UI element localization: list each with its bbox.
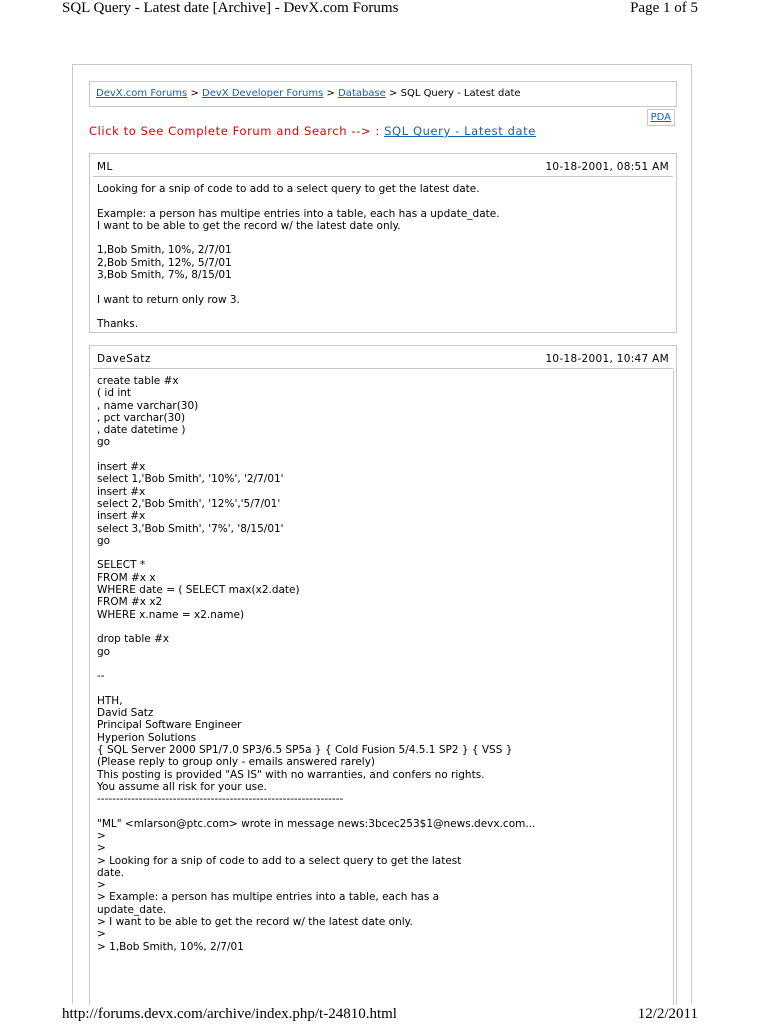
complete-forum-link[interactable]: SQL Query - Latest date bbox=[384, 124, 536, 138]
post-line: select 1,'Bob Smith', '10%', '2/7/01' bbox=[97, 473, 284, 486]
post-line: go bbox=[97, 645, 111, 658]
pda-link[interactable]: PDA bbox=[647, 109, 675, 126]
print-header-page-number: Page 1 of 5 bbox=[630, 0, 698, 16]
complete-forum-text: Click to See Complete Forum and Search --> : bbox=[89, 124, 380, 138]
post-line: Example: a person has multipe entries into a table, each has a update_date. bbox=[97, 207, 500, 220]
forum-post bbox=[89, 153, 677, 333]
post-line: date. bbox=[97, 866, 125, 879]
post-line: Looking for a snip of code to add to a select query to get the latest date. bbox=[97, 183, 480, 195]
post-line: WHERE date = ( SELECT max(x2.date) bbox=[97, 584, 300, 597]
post-line: , name varchar(30) bbox=[97, 399, 199, 412]
post-line: insert #x bbox=[97, 485, 146, 498]
post-line: WHERE x.name = x2.name) bbox=[97, 608, 245, 621]
post-line: ( id int bbox=[97, 387, 132, 400]
post-line: Thanks. bbox=[97, 318, 139, 331]
post-line: select 3,'Bob Smith', '7%', '8/15/01' bbox=[97, 522, 284, 535]
post-line: HTH, bbox=[97, 694, 123, 707]
post-line: , pct varchar(30) bbox=[97, 411, 186, 424]
post-line: > bbox=[97, 842, 106, 855]
post-line: , date datetime ) bbox=[97, 424, 186, 437]
post-line: 2,Bob Smith, 12%, 5/7/01 bbox=[97, 256, 232, 269]
breadcrumb-separator: > bbox=[389, 88, 398, 99]
post-line: insert #x bbox=[97, 510, 146, 523]
print-footer-date: 12/2/2011 bbox=[637, 1006, 698, 1022]
post-line: > bbox=[97, 928, 106, 941]
breadcrumb bbox=[89, 81, 677, 107]
post-line bbox=[97, 682, 676, 694]
forum-archive-page bbox=[72, 64, 692, 1004]
post-author: DaveSatz bbox=[97, 353, 151, 365]
post-line: create table #x bbox=[97, 375, 179, 387]
post-line: FROM #x x2 bbox=[97, 596, 163, 609]
post-line bbox=[97, 547, 676, 559]
post-line: > 1,Bob Smith, 10%, 2/7/01 bbox=[97, 940, 244, 953]
post-author: ML bbox=[97, 161, 113, 173]
breadcrumb-separator: > bbox=[326, 88, 335, 99]
post-line: I want to be able to get the record w/ the latest date only. bbox=[97, 219, 401, 232]
post-line: go bbox=[97, 534, 111, 547]
post-date: 10-18-2001, 10:47 AM bbox=[545, 353, 669, 365]
post-line: SELECT * bbox=[97, 559, 146, 572]
post-line: You assume all risk for your use. bbox=[97, 780, 267, 793]
post-line: > I want to be able to get the record w/ the latest date only. bbox=[97, 916, 413, 929]
post-header bbox=[93, 154, 673, 177]
post-line: update_date. bbox=[97, 903, 167, 916]
post-line: > bbox=[97, 829, 106, 842]
post-line: This posting is provided "AS IS" with no warranties, and confers no rights. bbox=[97, 768, 485, 781]
post-line: 1,Bob Smith, 10%, 2/7/01 bbox=[97, 244, 232, 257]
post-line: 3,Bob Smith, 7%, 8/15/01 bbox=[97, 269, 232, 282]
post-line: David Satz bbox=[97, 707, 154, 720]
post-line: > Looking for a snip of code to add to a select query to get the latest bbox=[97, 854, 462, 867]
breadcrumb-link-devx-forums[interactable]: DevX.com Forums bbox=[96, 88, 188, 99]
post-date: 10-18-2001, 08:51 AM bbox=[545, 161, 669, 173]
post-line: insert #x bbox=[97, 461, 146, 474]
post-line bbox=[97, 281, 676, 293]
post-line bbox=[97, 449, 676, 461]
post-line: (Please reply to group only - emails answered rarely) bbox=[97, 756, 376, 769]
post-line: > Example: a person has multipe entries into a table, each has a bbox=[97, 891, 440, 904]
post-line: select 2,'Bob Smith', '12%','5/7/01' bbox=[97, 497, 281, 510]
post-line bbox=[97, 658, 676, 670]
post-line: go bbox=[97, 436, 111, 449]
scrollbar-track[interactable] bbox=[673, 370, 674, 1005]
post-line: FROM #x x bbox=[97, 571, 156, 584]
print-footer-url: http://forums.devx.com/archive/index.php/t-24810.html bbox=[62, 1006, 397, 1022]
post-line: ----------------------------------------------------------------- bbox=[97, 793, 344, 806]
breadcrumb-current: SQL Query - Latest date bbox=[400, 88, 521, 99]
post-body bbox=[90, 177, 676, 331]
post-line: Hyperion Solutions bbox=[97, 731, 197, 744]
post-header bbox=[93, 346, 673, 369]
post-line: Principal Software Engineer bbox=[97, 719, 242, 732]
print-header-title: SQL Query - Latest date [Archive] - DevX.com Forums bbox=[62, 0, 399, 16]
breadcrumb-separator: > bbox=[190, 88, 199, 99]
forum-post bbox=[89, 345, 677, 1005]
breadcrumb-link-developer-forums[interactable]: DevX Developer Forums bbox=[202, 88, 324, 99]
post-line: > bbox=[97, 879, 106, 892]
post-line bbox=[97, 621, 676, 633]
post-line bbox=[97, 306, 676, 318]
post-line bbox=[97, 805, 676, 817]
post-line: -- bbox=[97, 670, 105, 683]
print-header bbox=[0, 0, 768, 22]
complete-forum-banner bbox=[89, 124, 536, 138]
post-line: { SQL Server 2000 SP1/7.0 SP3/6.5 SP5a } { Cold Fusion 5/4.5.1 SP2 } { VSS } bbox=[97, 743, 513, 756]
post-line: "ML" <mlarson@ptc.com> wrote in message news:3bcec253$1@news.devx.com... bbox=[97, 817, 536, 830]
post-line bbox=[97, 232, 676, 244]
post-line: drop table #x bbox=[97, 633, 170, 646]
post-line: I want to return only row 3. bbox=[97, 293, 240, 306]
post-line bbox=[97, 195, 676, 207]
breadcrumb-link-database[interactable]: Database bbox=[338, 88, 386, 99]
post-body bbox=[90, 369, 676, 953]
